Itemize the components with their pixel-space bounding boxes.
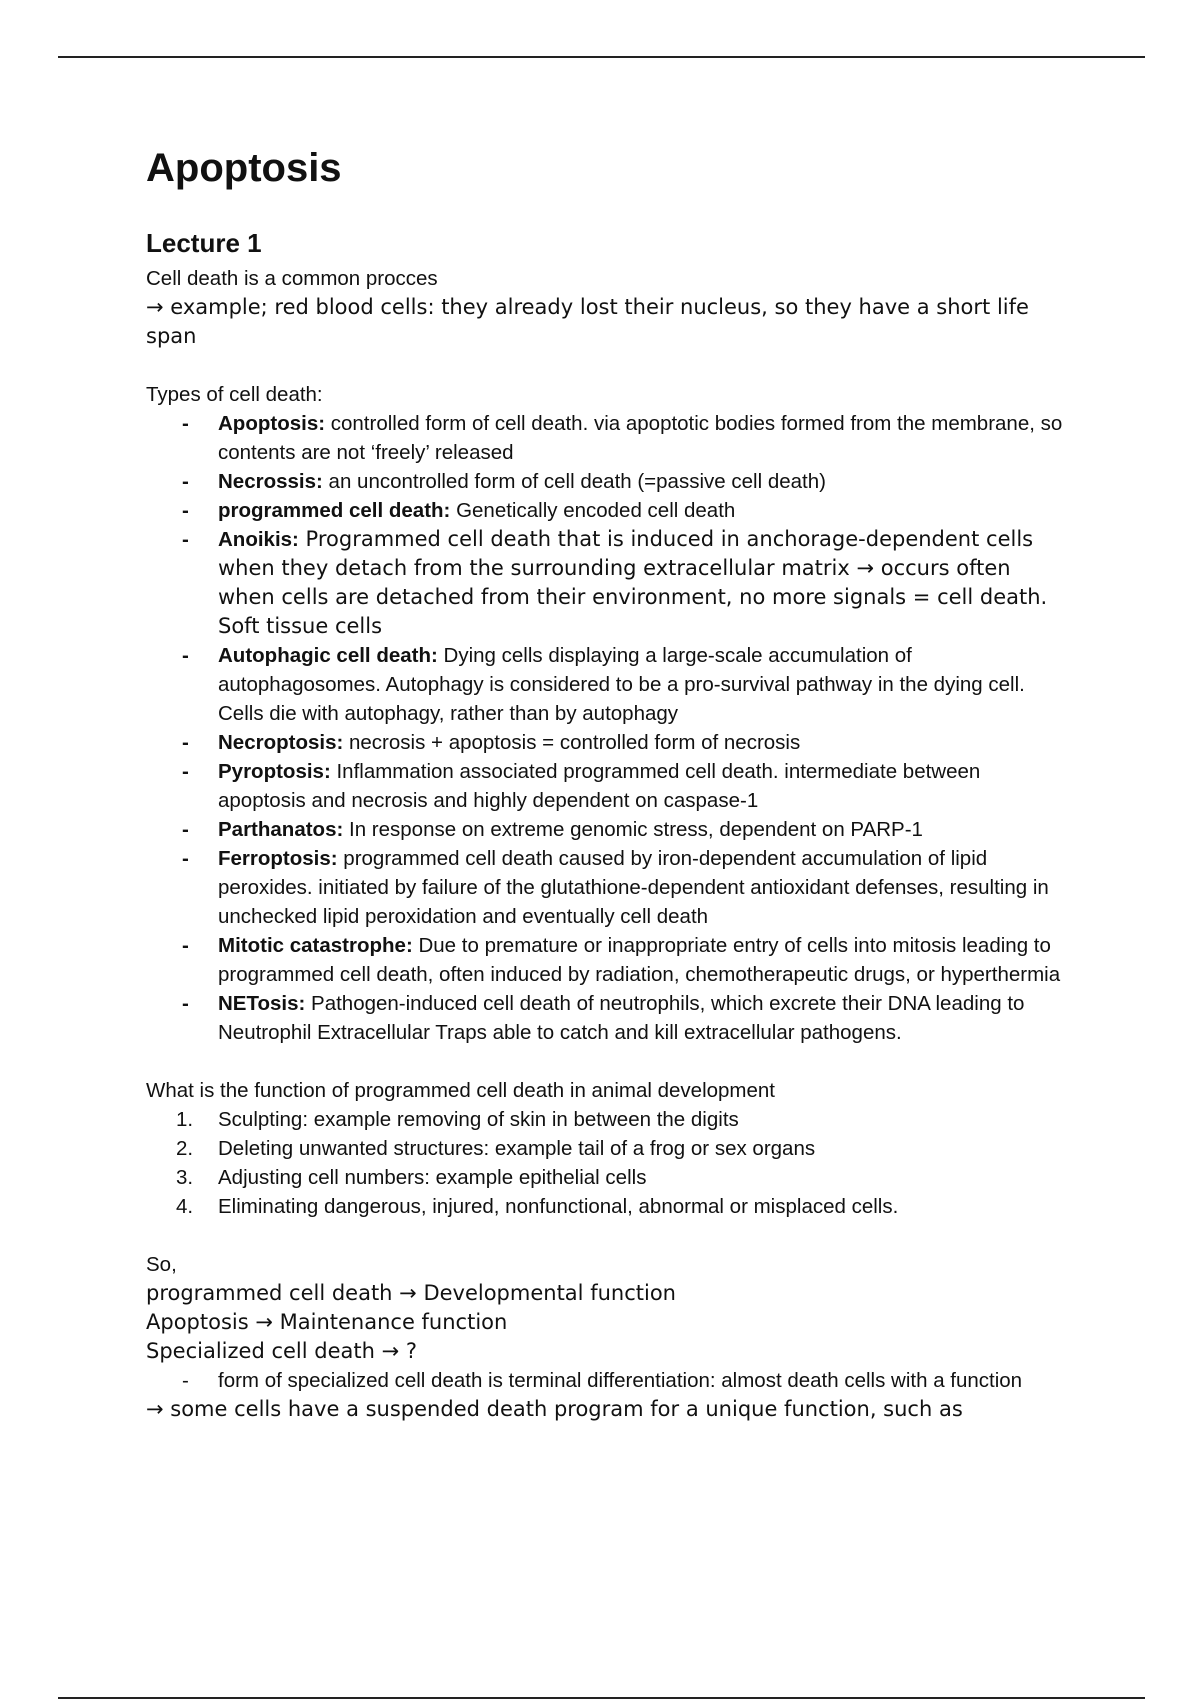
- list-item-pyroptosis: [146, 757, 1066, 815]
- term: Necrossis:: [218, 470, 323, 493]
- document-page: [146, 140, 1066, 1424]
- term: Parthanatos:: [218, 818, 344, 841]
- list-item-necrossis: [146, 467, 1066, 496]
- specialized-note-list: [146, 1366, 1066, 1395]
- functions-list: [146, 1105, 1066, 1221]
- term: Apoptosis:: [218, 412, 326, 435]
- list-item-ferroptosis: [146, 844, 1066, 931]
- bullet-marker: -: [182, 644, 189, 667]
- list-item-netosis: [146, 989, 1066, 1047]
- list-item-necroptosis: [146, 728, 1066, 757]
- summary-line: Specialized cell death → ?: [146, 1339, 418, 1363]
- summary-line: programmed cell death → Developmental function: [146, 1281, 676, 1305]
- definition: Inflammation associated programmed cell death. intermediate between apoptosis and necrosis and highly dependent on caspase-1: [218, 760, 981, 812]
- term: Pyroptosis:: [218, 760, 331, 783]
- function-heading: What is the function of programmed cell death in animal development: [146, 1079, 776, 1102]
- definition: Pathogen-induced cell death of neutrophils, which excrete their DNA leading to Neutrophil Extracellular Traps able to catch and kill extracellular pathogens.: [218, 992, 1025, 1044]
- term: Ferroptosis:: [218, 847, 338, 870]
- list-item-function: [146, 1192, 1066, 1221]
- spacer: [146, 351, 1066, 380]
- cell-death-types-list: [146, 409, 1066, 1047]
- bullet-marker: -: [182, 470, 189, 493]
- definition: an uncontrolled form of cell death (=passive cell death): [322, 470, 826, 493]
- term: Autophagic cell death:: [218, 644, 438, 667]
- so-line: So,: [146, 1253, 177, 1276]
- bullet-marker: -: [182, 412, 189, 435]
- list-item-programmed-cell-death: [146, 496, 1066, 525]
- closing-line: → some cells have a suspended death program for a unique function, such as: [146, 1397, 963, 1421]
- function-text: Sculpting: example removing of skin in between the digits: [218, 1108, 739, 1131]
- bullet-marker: -: [182, 499, 189, 522]
- document-title: Apoptosis: [146, 146, 342, 190]
- list-item-apoptosis: [146, 409, 1066, 467]
- summary-line: Apoptosis → Maintenance function: [146, 1310, 508, 1334]
- list-number: 4.: [176, 1195, 194, 1218]
- bullet-marker: -: [182, 731, 189, 754]
- intro-line: Cell death is a common procces: [146, 267, 438, 290]
- list-item-function: [146, 1134, 1066, 1163]
- definition: programmed cell death caused by iron-dependent accumulation of lipid peroxides. initiated by failure of the glutathione-dependent antioxidant defenses, resulting in unchecked lipid peroxidation and eventually cell death: [218, 847, 1049, 928]
- list-item-anoikis: [146, 525, 1066, 641]
- list-number: 2.: [176, 1137, 194, 1160]
- term: Anoikis:: [218, 528, 299, 551]
- term: NETosis:: [218, 992, 306, 1015]
- bullet-marker: -: [182, 818, 189, 841]
- list-number: 1.: [176, 1108, 194, 1131]
- bottom-rule: [58, 1697, 1145, 1699]
- definition: Dying cells displaying a large-scale accumulation of autophagosomes. Autophagy is considered to be a pro-survival pathway in the dying cell. Cells die with autophagy, rather than by autophagy: [218, 644, 1025, 725]
- term: Mitotic catastrophe:: [218, 934, 413, 957]
- note-text: form of specialized cell death is terminal differentiation: almost death cells with a function: [218, 1369, 1023, 1392]
- list-item-parthanatos: [146, 815, 1066, 844]
- list-item-mitotic-catastrophe: [146, 931, 1066, 989]
- term: Necroptosis:: [218, 731, 344, 754]
- bullet-marker: -: [182, 760, 189, 783]
- list-item-function: [146, 1163, 1066, 1192]
- function-text: Eliminating dangerous, injured, nonfunctional, abnormal or misplaced cells.: [218, 1195, 899, 1218]
- definition: In response on extreme genomic stress, dependent on PARP-1: [343, 818, 923, 841]
- lecture-heading: Lecture 1: [146, 228, 262, 258]
- types-heading: Types of cell death:: [146, 383, 323, 406]
- list-item-function: [146, 1105, 1066, 1134]
- spacer: [146, 1221, 1066, 1250]
- function-text: Adjusting cell numbers: example epithelial cells: [218, 1166, 647, 1189]
- bullet-marker: -: [182, 1369, 189, 1392]
- term: programmed cell death:: [218, 499, 451, 522]
- definition: controlled form of cell death. via apoptotic bodies formed from the membrane, so contents are not ‘freely’ released: [218, 412, 1063, 464]
- intro-example: → example; red blood cells: they already lost their nucleus, so they have a short life span: [146, 295, 1029, 348]
- definition: necrosis + apoptosis = controlled form of necrosis: [343, 731, 801, 754]
- function-text: Deleting unwanted structures: example tail of a frog or sex organs: [218, 1137, 816, 1160]
- definition: Genetically encoded cell death: [450, 499, 736, 522]
- definition: Programmed cell death that is induced in anchorage-dependent cells when they detach from the surrounding extracellular matrix → occurs often when cells are detached from their environment, no more signals = cell death. Soft tissue cells: [218, 527, 1048, 638]
- list-number: 3.: [176, 1166, 194, 1189]
- bullet-marker: -: [182, 528, 189, 551]
- definition: Due to premature or inappropriate entry of cells into mitosis leading to programmed cell death, often induced by radiation, chemotherapeutic drugs, or hyperthermia: [218, 934, 1061, 986]
- list-item-autophagic-cell-death: [146, 641, 1066, 728]
- list-item-specialized-note: [146, 1366, 1066, 1395]
- bullet-marker: -: [182, 992, 189, 1015]
- bullet-marker: -: [182, 934, 189, 957]
- spacer: [146, 1047, 1066, 1076]
- top-rule: [58, 56, 1145, 58]
- bullet-marker: -: [182, 847, 189, 870]
